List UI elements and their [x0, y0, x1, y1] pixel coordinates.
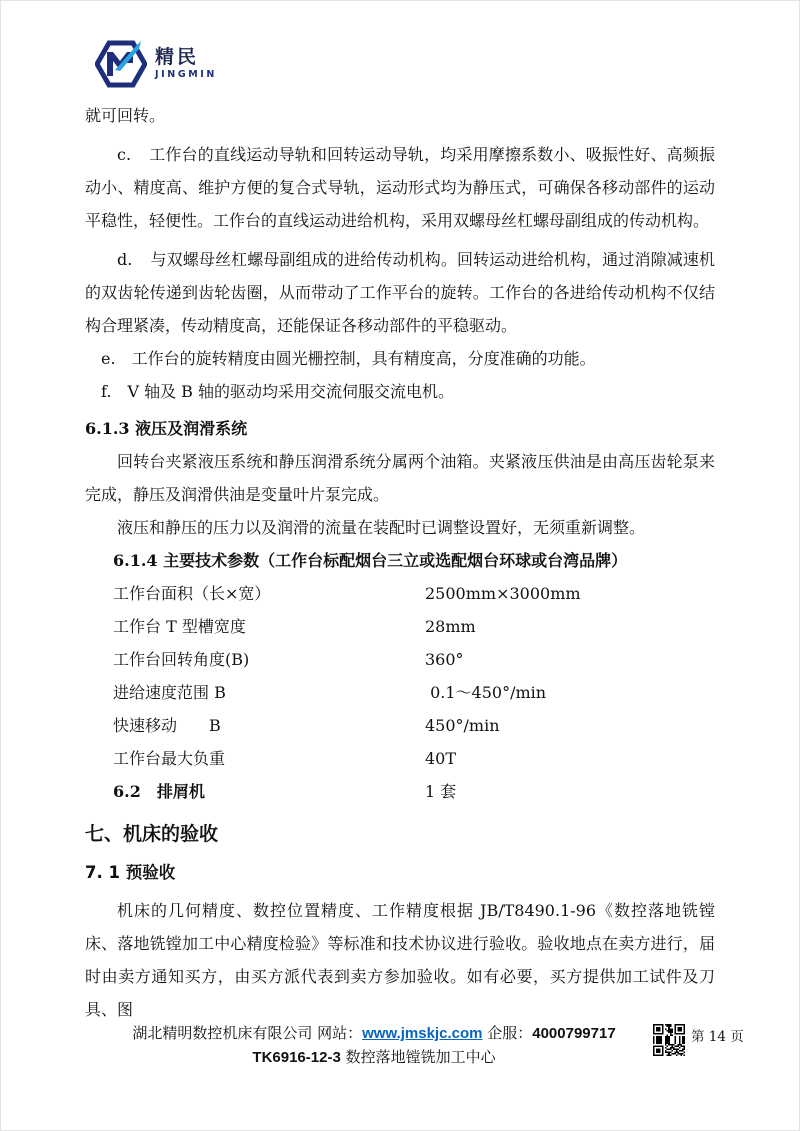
- heading-6-1-3: 6.1.3 液压及润滑系统: [85, 419, 248, 438]
- list-item-f: [85, 375, 715, 408]
- qr-code: [653, 1024, 685, 1056]
- list-text-e: 工作台的旋转精度由圆光栅控制，具有精度高，分度准确的功能。: [131, 349, 596, 368]
- spec-row-feed-range: [85, 676, 715, 709]
- list-item-e: [85, 342, 715, 375]
- list-label-e: e.: [101, 349, 116, 368]
- paragraph-613-1: 回转台夹紧液压系统和静压润滑系统分属两个油箱。夹紧液压供油是由高压齿轮泵来完成，静压及润滑供油是变量叶片泵完成。: [85, 452, 715, 504]
- heading-6-2: 6.2 排屑机: [113, 782, 205, 801]
- footer-website-label: 网站：: [312, 1024, 363, 1042]
- list-label-d: d.: [117, 250, 133, 269]
- heading-6-1-4: 6.1.4 主要技术参数（工作台标配烟台三立或选配烟台环球或台湾品牌）: [113, 551, 628, 570]
- footer-contact-line: [85, 1023, 715, 1044]
- list-label-f: f.: [101, 382, 112, 401]
- spec-label: 工作台最大负重: [113, 749, 226, 768]
- spec-value: 2500mm×3000mm: [425, 584, 581, 603]
- footer-service-phone: 4000799717: [532, 1025, 616, 1042]
- spec-table: [85, 577, 715, 808]
- document-body: [85, 99, 715, 1026]
- paragraph-intro: 就可回转。: [85, 106, 166, 125]
- paragraph-613-2: 液压和静压的压力以及润滑的流量在装配时已调整设置好，无须重新调整。: [117, 518, 646, 537]
- spec-row-max-load: [85, 742, 715, 775]
- list-text-d: 与双螺母丝杠螺母副组成的进给传动机构。回转运动进给机构，通过消隙减速机的双齿轮传递到齿轮齿圈，从而带动了工作平台的旋转。工作台的各进给传动机构不仅结构合理紧凑，传动精度高，还能保证各移动部件的平稳驱动。: [85, 250, 715, 335]
- footer-service-label: 企服：: [482, 1024, 533, 1042]
- spec-row-t-slot: [85, 610, 715, 643]
- list-label-c: c.: [117, 145, 132, 164]
- page-number: 第 14 页: [691, 1029, 744, 1045]
- spec-value: 360°: [425, 650, 464, 669]
- footer-website-link[interactable]: www.jmskjc.com: [362, 1025, 483, 1042]
- logo-brand-cn: 精民: [155, 46, 200, 69]
- logo-brand-en: JINGMIN: [155, 69, 217, 81]
- spec-value: 28mm: [425, 617, 476, 636]
- spec-label: 工作台 T 型槽宽度: [113, 617, 246, 636]
- heading-chapter-7: 七、机床的验收: [85, 823, 219, 845]
- footer-doc-model: TK6916-12-3: [252, 1049, 341, 1066]
- spec-row-table-area: [85, 577, 715, 610]
- list-item-c: [85, 138, 715, 237]
- list-text-c: 工作台的直线运动导轨和回转运动导轨，均采用摩擦系数小、吸振性好、高频振动小、精度高、维护方便的复合式导轨，运动形式均为静压式，可确保各移动部件的运动平稳性，轻便性。工作台的直线运动进给机构，采用双螺母丝杠螺母副组成的传动机构。: [85, 145, 715, 230]
- paragraph-71: 机床的几何精度、数控位置精度、工作精度根据 JB/T8490.1-96《数控落地铣镗床、落地铣镗加工中心精度检验》等标准和技术协议进行验收。验收地点在卖方进行，届时由卖方通知买方，由买方派代表到卖方参加验收。如有必要，买方提供加工试件及刀具、图: [85, 901, 715, 1019]
- footer-company: 湖北精明数控机床有限公司: [132, 1024, 313, 1042]
- spec-value: 450°/min: [425, 716, 500, 735]
- spec-row-rotation-angle: [85, 643, 715, 676]
- heading-7-1: 7. 1 预验收: [85, 863, 176, 882]
- list-item-d: [85, 243, 715, 342]
- spec-row-rapid-traverse: [85, 709, 715, 742]
- logo-hexagon-m-icon: [95, 37, 147, 91]
- spec-value: 0.1～450°/min: [425, 683, 547, 702]
- spec-row-chip-conveyor: [85, 775, 715, 808]
- footer-doc-name: 数控落地镗铣加工中心: [340, 1048, 496, 1066]
- spec-label: 进给速度范围 B: [113, 683, 226, 702]
- company-logo: [95, 37, 217, 91]
- spec-label: 工作台回转角度(B): [113, 650, 250, 669]
- spec-value: 1 套: [425, 782, 457, 801]
- page-footer: [85, 1023, 744, 1068]
- logo-wordmark: [155, 48, 217, 80]
- spec-label: 快速移动 B: [113, 716, 221, 735]
- spec-label: 工作台面积（长×宽）: [113, 584, 271, 603]
- footer-doc-title: [85, 1047, 715, 1068]
- list-text-f: V 轴及 B 轴的驱动均采用交流伺服交流电机。: [127, 382, 455, 401]
- spec-value: 40T: [425, 749, 457, 768]
